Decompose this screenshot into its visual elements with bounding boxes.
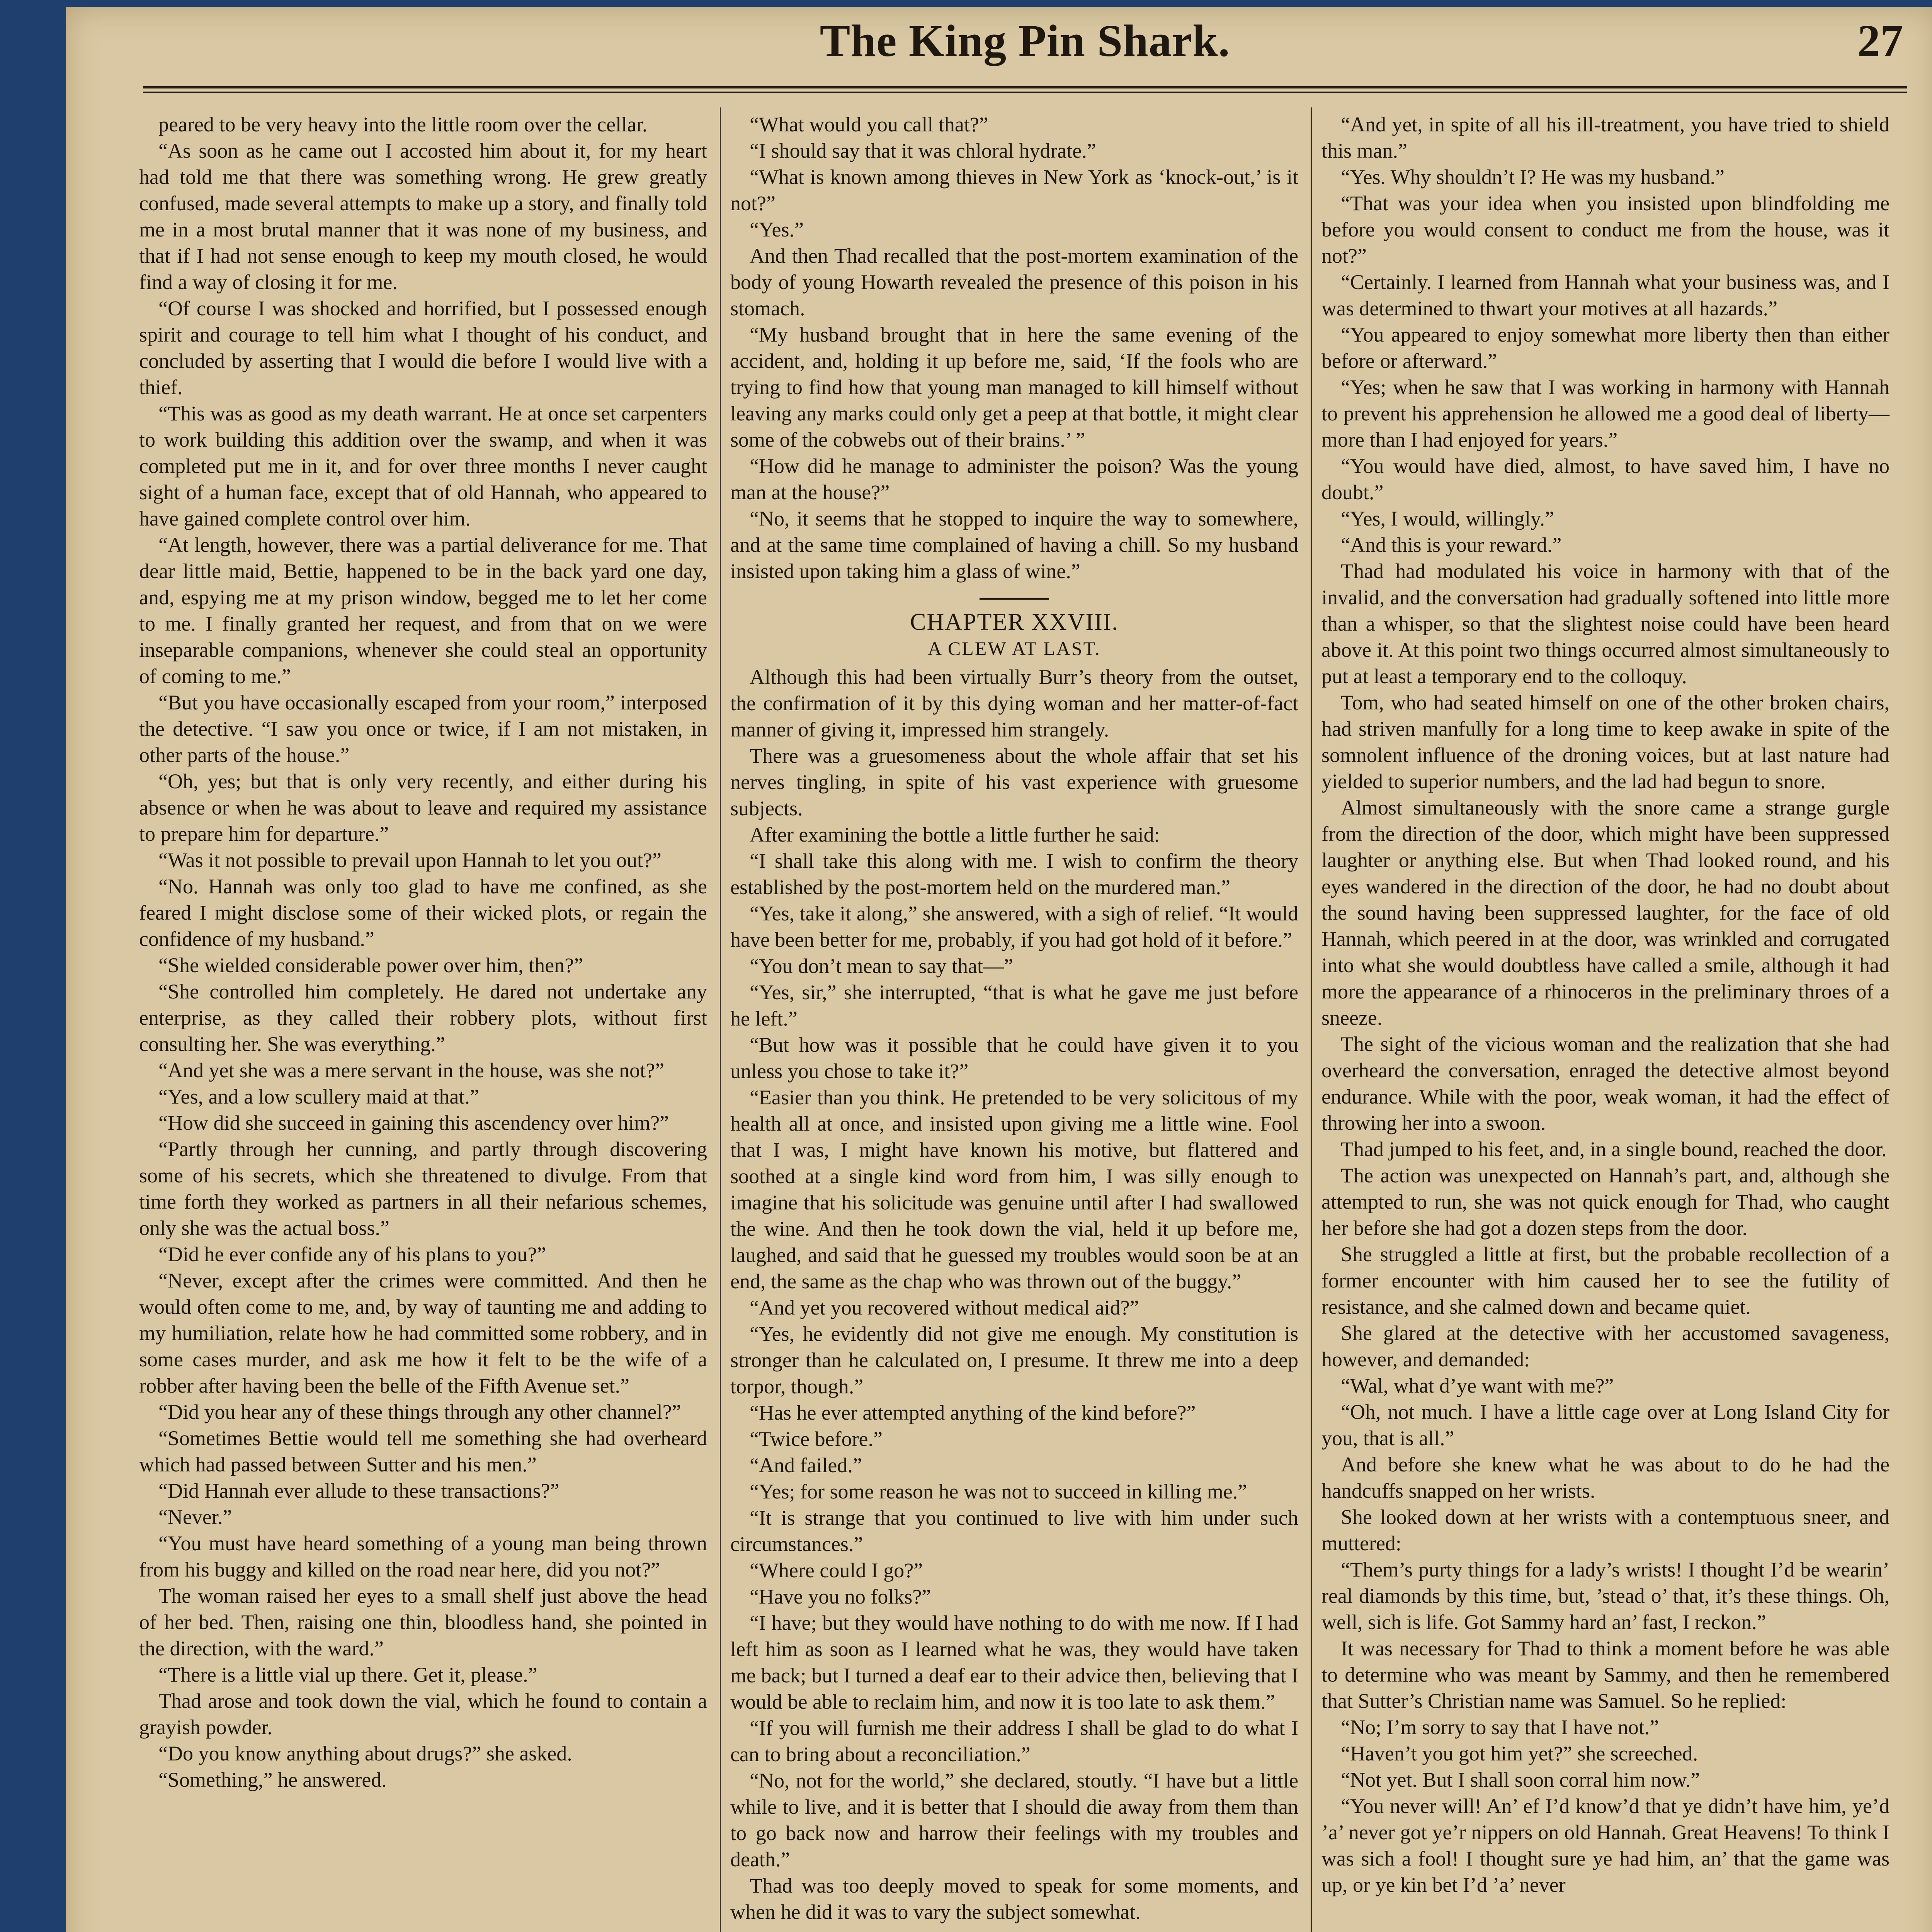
paragraph: Almost simultaneously with the snore came a strange gurgle from the direction of the door, which might have been suppressed laughter or anything else. But when Thad looked round, and his eyes wandered in the direction of the door, he had no doubt about the sound having been suppressed laughter, for the face of old Hannah, which peered in at the door, was wrinkled and corrugated into what she would doubtless have called a smile, although it had more the appearance of a rhinoceros in the preliminary throes of a sneeze. [1321, 796, 1889, 1029]
paragraph: “You never will! An’ ef I’d know’d that ye didn’t have him, ye’d ’a’ never got ye’r nippers on old Hannah. Great Heavens! To think I was sich a fool! I thought sure ye had him, an’ that the game was up, or ye kin bet I’d ’a’ never [1321, 1794, 1889, 1896]
page-header [135, 7, 1915, 88]
paragraph: “Certainly. I learned from Hannah what your business was, and I was determined to thwart your motives at all hazards.” [1321, 270, 1889, 320]
page-number: 27 [1857, 15, 1903, 66]
header-rule [143, 86, 1907, 93]
paragraph: “She controlled him completely. He dared not undertake any enterprise, as they called their robbery plots, without first consulting her. She was everything.” [139, 980, 707, 1056]
paragraph: “How did she succeed in gaining this ascendency over him?” [158, 1111, 669, 1134]
paragraph: “No, it seems that he stopped to inquire the way to somewhere, and at the same time complained of having a chill. So my husband insisted upon taking him a glass of wine.” [730, 507, 1298, 583]
paragraph: “What is known among thieves in New York as ‘knock-out,’ is it not?” [730, 165, 1298, 215]
paragraph: “Yes. Why shouldn’t I? He was my husband.” [1341, 165, 1725, 189]
paragraph: She struggled a little at first, but the probable recollection of a former encounter with him caused her to see the futility of resistance, and she calmed down and became quiet. [1321, 1243, 1889, 1318]
paragraph: “Sometimes Bettie would tell me something she had overheard which had passed between Sutter and his men.” [139, 1427, 707, 1476]
paragraph: “Never, except after the crimes were committed. And then he would often come to me, and, by way of taunting me and adding to my humiliation, relate how he had committed some robbery, and in some cases murder, and ask me how it felt to be the wife of a robber after having been the belle of the Fifth Avenue set.” [139, 1269, 707, 1397]
middle-text-after [730, 664, 1298, 1925]
paragraph: “She wielded considerable power over him, then?” [158, 954, 583, 977]
chapter-rule [980, 598, 1049, 600]
paragraph: “Twice before.” [750, 1427, 883, 1451]
paragraph: “You would have died, almost, to have saved him, I have no doubt.” [1321, 454, 1889, 504]
paragraph: “Have you no folks?” [750, 1585, 931, 1608]
paragraph: “If you will furnish me their address I shall be glad to do what I can to bring about a reconciliation.” [730, 1716, 1298, 1766]
paragraph: “Of course I was shocked and horrified, but I possessed enough spirit and courage to tell him what I thought of his conduct, and concluded by asserting that I would die before I would live with a thief. [139, 297, 707, 399]
paragraph: “I have; but they would have nothing to do with me now. If I had left him as soon as I learned what he was, they would have taken me back; but I turned a deaf ear to their advice then, believing that I would be able to reclaim him, and now it is too late to ask them.” [730, 1611, 1298, 1713]
column-divider-1 [720, 107, 721, 1932]
column-right [1321, 111, 1889, 1898]
paragraph: “Yes, take it along,” she answered, with a sigh of relief. “It would have been better for me, probably, if you had got hold of it before.” [730, 902, 1298, 951]
paragraph: “It is strange that you continued to live with him under such circumstances.” [730, 1506, 1298, 1556]
magazine-page [66, 7, 1932, 1932]
paragraph: peared to be very heavy into the little room over the cellar. [158, 113, 648, 136]
paragraph: “You don’t mean to say that—” [750, 954, 1013, 978]
paragraph: “There is a little vial up there. Get it, please.” [158, 1663, 537, 1686]
paragraph: “Haven’t you got him yet?” she screeched. [1341, 1742, 1698, 1765]
paragraph: “Do you know anything about drugs?” she asked. [158, 1742, 572, 1765]
paragraph: “Was it not possible to prevail upon Hannah to let you out?” [158, 849, 662, 872]
paragraph: And before she knew what he was about to do he had the handcuffs snapped on her wrists. [1321, 1453, 1889, 1502]
chapter-title: A CLEW AT LAST. [928, 638, 1101, 659]
paragraph: “Where could I go?” [750, 1559, 923, 1582]
paragraph: “Partly through her cunning, and partly through discovering some of his secrets, which she threatened to divulge. From that time forth they worked as partners in all their nefarious schemes, only she was the actual boss.” [139, 1138, 707, 1240]
paragraph: “Wal, what d’ye want with me?” [1341, 1374, 1614, 1397]
paragraph: Thad was too deeply moved to speak for some moments, and when he did it was to vary the subject somewhat. [730, 1874, 1298, 1923]
paragraph: “Them’s purty things for a lady’s wrists! I thought I’d be wearin’ real diamonds by this time, but, ’stead o’ that, it’s these things. Oh, well, sich is life. Got Sammy hard an’ fast, I reckon.” [1321, 1558, 1889, 1634]
paragraph: “Never.” [158, 1505, 232, 1529]
paragraph: “And yet, in spite of all his ill-treatment, you have tried to shield this man.” [1321, 113, 1889, 162]
paragraph: “But you have occasionally escaped from your room,” interposed the detective. “I saw you once or twice, if I am not mistaken, in other parts of the house.” [139, 691, 707, 767]
paragraph: “Yes, he evidently did not give me enough. My constitution is stronger than he calculated on, I presume. It threw me into a deep torpor, though.” [730, 1322, 1298, 1398]
paragraph: “And yet you recovered without medical aid?” [750, 1296, 1139, 1319]
paragraph: “No, not for the world,” she declared, stoutly. “I have but a little while to live, and it is better that I should die away from them than to go back now and harrow their feelings with my troubles and death.” [730, 1769, 1298, 1871]
paragraph: There was a gruesomeness about the whole affair that set his nerves tingling, in spite of his vast experience with gruesome subjects. [730, 744, 1298, 820]
paragraph: “You appeared to enjoy somewhat more liberty then than either before or afterward.” [1321, 323, 1889, 372]
paragraph: “And failed.” [750, 1454, 862, 1477]
paragraph: “Yes; when he saw that I was working in harmony with Hannah to prevent his apprehension he allowed me a good deal of liberty—more than I had enjoyed for years.” [1321, 376, 1889, 451]
paragraph: “Did Hannah ever allude to these transactions?” [158, 1479, 560, 1502]
paragraph: The action was unexpected on Hannah’s part, and, although she attempted to run, she was not quick enough for Thad, who caught her before she had got a dozen steps from the door. [1321, 1164, 1889, 1240]
paragraph: “I shall take this along with me. I wish to confirm the theory established by the post-mortem held on the murdered man.” [730, 849, 1298, 899]
paragraph: “Oh, not much. I have a little cage over at Long Island City for you, that is all.” [1321, 1400, 1889, 1450]
paragraph: “And this is your reward.” [1341, 533, 1562, 556]
paragraph: “Yes, sir,” she interrupted, “that is what he gave me just before he left.” [730, 981, 1298, 1030]
column-middle [730, 111, 1298, 1925]
paragraph: “Yes, and a low scullery maid at that.” [158, 1085, 479, 1108]
paragraph: It was necessary for Thad to think a moment before he was able to determine who was meant by Sammy, and then he remembered that Sutter’s Christian name was Samuel. So he replied: [1321, 1637, 1889, 1713]
column-divider-2 [1311, 107, 1312, 1932]
paragraph: After examining the bottle a little further he said: [750, 823, 1160, 846]
paragraph: She glared at the detective with her accustomed savageness, however, and demanded: [1321, 1321, 1889, 1371]
paragraph: “Yes, I would, willingly.” [1341, 507, 1554, 530]
paragraph: Thad arose and took down the vial, which he found to contain a grayish powder. [139, 1689, 707, 1739]
paragraph: “Oh, yes; but that is only very recently, and either during his absence or when he was about to leave and required my assistance to prepare him for departure.” [139, 770, 707, 845]
paragraph: “As soon as he came out I accosted him about it, for my heart had told me that there was something wrong. He grew greatly confused, made several attempts to make up a story, and finally told me in a most brutal manner that it was none of my business, and that if I had not sense enough to keep my mouth closed, he would find a way of closing it for me. [139, 139, 707, 294]
paragraph: “But how was it possible that he could have given it to you unless you chose to take it?” [730, 1033, 1298, 1083]
paragraph: “Not yet. But I shall soon corral him now.” [1341, 1768, 1700, 1791]
paragraph: Tom, who had seated himself on one of the other broken chairs, had striven manfully for a long time to keep awake in spite of the somnolent influence of the droning voices, but at last nature had yielded to superior numbers, and the lad had begun to snore. [1321, 691, 1889, 793]
paragraph: And then Thad recalled that the post-mortem examination of the body of young Howarth revealed the presence of this poison in his stomach. [730, 244, 1298, 320]
paragraph: “That was your idea when you insisted upon blindfolding me before you would consent to conduct me from the house, was it not?” [1321, 192, 1889, 267]
paragraph: “No; I’m sorry to say that I have not.” [1341, 1716, 1659, 1739]
paragraph: “Did you hear any of these things through any other channel?” [158, 1400, 681, 1423]
paragraph: “Something,” he answered. [158, 1768, 387, 1791]
page-title: The King Pin Shark. [820, 15, 1230, 66]
paragraph: “Has he ever attempted anything of the kind before?” [750, 1401, 1196, 1424]
paragraph: “No. Hannah was only too glad to have me confined, as she feared I might disclose some of their wicked plots, or regain the confidence of my husband.” [139, 875, 707, 951]
paragraph: “How did he manage to administer the poison? Was the young man at the house?” [730, 454, 1298, 504]
column-left [139, 111, 707, 1793]
paragraph: “Yes.” [750, 218, 804, 241]
paragraph: “Easier than you think. He pretended to be very solicitous of my health all at once, and insisted upon giving me a little wine. Fool that I was, I might have known his motive, but flattered and soothed at a single kind word from him, I was silly enough to imagine that his solicitude was genuine until after I had swallowed the wine. And then he took down the vial, held it up before me, laughed, and said that he guessed my troubles would soon be at an end, the same as the chap who was thrown out of the buggy.” [730, 1086, 1298, 1293]
paragraph: Thad had modulated his voice in harmony with that of the invalid, and the conversation had gradually softened into little more than a whisper, so that the slightest noise could have been heard above it. At this point two things occurred almost simultaneously to put at least a temporary end to the colloquy. [1321, 560, 1889, 688]
middle-text-before [730, 111, 1298, 584]
paragraph: “At length, however, there was a partial deliverance for me. That dear little maid, Bettie, happened to be in the back yard one day, and, espying me at my prison window, begged me to let her come to me. I finally granted her request, and from that on we were inseparable companions, whenever she could steal an opportunity of coming to me.” [139, 533, 707, 688]
paragraph: Thad jumped to his feet, and, in a single bound, reached the door. [1341, 1138, 1887, 1161]
paragraph: “And yet she was a mere servant in the house, was she not?” [158, 1059, 665, 1082]
chapter-number: CHAPTER XXVIII. [910, 609, 1119, 635]
paragraph: Although this had been virtually Burr’s theory from the outset, the confirmation of it by this dying woman and her matter-of-fact manner of giving it, impressed him strangely. [730, 665, 1298, 741]
paragraph: She looked down at her wrists with a contemptuous sneer, and muttered: [1321, 1505, 1889, 1555]
paragraph: “My husband brought that in here the same evening of the accident, and, holding it up before me, said, ‘If the fools who are trying to find how that young man managed to kill himself without leaving any marks could only get a peep at that bottle, it might clear some of the cobwebs out of their brains.’ ” [730, 323, 1298, 451]
paragraph: “You must have heard something of a young man being thrown from his buggy and killed on the road near here, did you not?” [139, 1532, 707, 1581]
paragraph: “What would you call that?” [750, 113, 988, 136]
paragraph: The sight of the vicious woman and the realization that she had overheard the conversation, enraged the detective almost beyond endurance. While with the poor, weak woman, it had the effect of throwing her into a swoon. [1321, 1032, 1889, 1134]
paragraph: “Did he ever confide any of his plans to you?” [158, 1243, 546, 1266]
paragraph: “This was as good as my death warrant. He at once set carpenters to work building this addition over the swamp, and when it was completed put me in it, and for over three months I never caught sight of a human face, except that of old Hannah, who appeared to have gained complete control over him. [139, 402, 707, 530]
paragraph: The woman raised her eyes to a small shelf just above the head of her bed. Then, raising one thin, bloodless hand, she pointed in the direction, with the ward.” [139, 1584, 707, 1660]
chapter-heading [730, 598, 1298, 662]
paragraph: “I should say that it was chloral hydrate.” [750, 139, 1096, 162]
paragraph: “Yes; for some reason he was not to succeed in killing me.” [750, 1480, 1247, 1503]
